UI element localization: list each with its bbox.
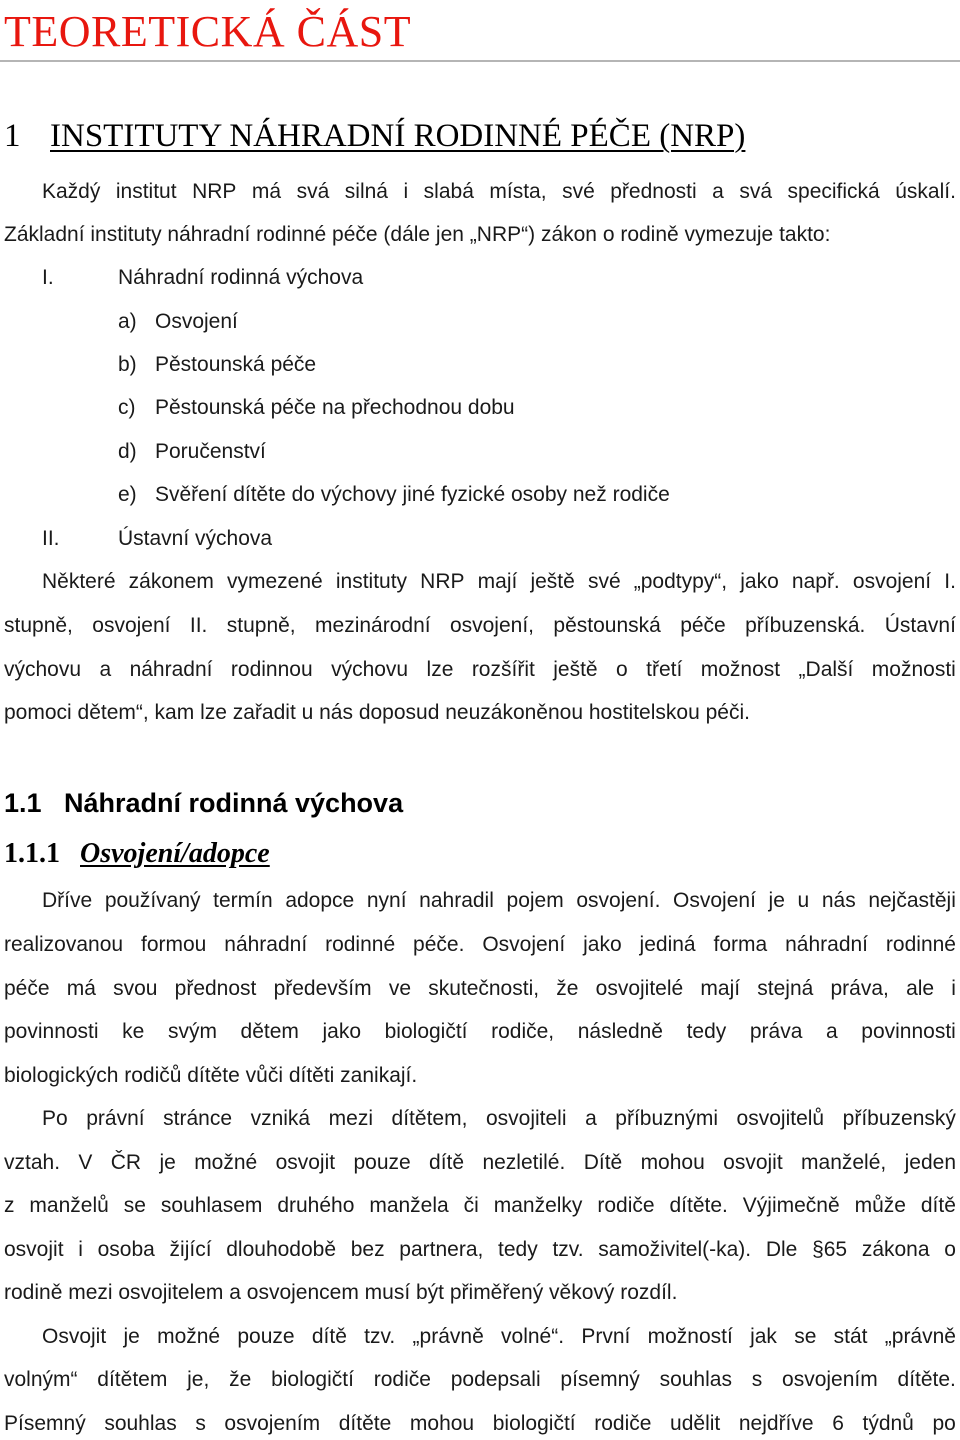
word: institut bbox=[115, 180, 177, 203]
word: mají bbox=[700, 977, 741, 1000]
word: rodiče bbox=[597, 1194, 655, 1217]
word: práva, bbox=[830, 977, 889, 1000]
word: i bbox=[403, 180, 409, 203]
word: tzv. bbox=[552, 1238, 584, 1261]
word: a bbox=[712, 180, 724, 203]
word: dětem bbox=[240, 1020, 299, 1043]
text-line bbox=[4, 611, 956, 641]
word: biologičtí bbox=[384, 1020, 468, 1043]
word: Písemný bbox=[4, 1412, 86, 1435]
word: realizovanou bbox=[4, 933, 124, 956]
word: nezletilé. bbox=[482, 1151, 566, 1174]
word: péče bbox=[680, 614, 726, 637]
word: vymezené bbox=[227, 570, 323, 593]
word: specifická bbox=[787, 180, 880, 203]
word: osvojit bbox=[4, 1238, 64, 1261]
word: nejdříve bbox=[738, 1412, 814, 1435]
list-marker: II. bbox=[42, 527, 60, 550]
word: svou bbox=[113, 977, 158, 1000]
text-line bbox=[42, 886, 956, 916]
text-line: pomoci dětem“, kam lze zařadit u nás doposud neuzákoněnou hostitelskou péči. bbox=[4, 701, 750, 724]
word: úskalí. bbox=[895, 180, 956, 203]
word: je, bbox=[187, 1368, 210, 1391]
word: termín bbox=[213, 889, 273, 912]
word: je bbox=[768, 889, 785, 912]
word: manžela bbox=[369, 1194, 449, 1217]
word: manželky bbox=[493, 1194, 583, 1217]
word: rodiče, bbox=[491, 1020, 555, 1043]
word: dítětem bbox=[97, 1368, 168, 1391]
word: možnost bbox=[700, 658, 781, 681]
text-line bbox=[4, 974, 956, 1004]
word: vzniká bbox=[250, 1107, 311, 1130]
word: tedy bbox=[498, 1238, 538, 1261]
list-label: Pěstounská péče na přechodnou dobu bbox=[155, 396, 515, 419]
word: První bbox=[581, 1325, 631, 1348]
word: Dítě bbox=[583, 1151, 623, 1174]
word: udělit bbox=[670, 1412, 721, 1435]
word: svým bbox=[167, 1020, 217, 1043]
word: Některé bbox=[42, 570, 116, 593]
word: 6 bbox=[832, 1412, 844, 1435]
word: stupně, bbox=[4, 614, 73, 637]
list-marker: d) bbox=[118, 440, 137, 463]
word: povinnosti bbox=[4, 1020, 99, 1043]
chapter-number: 1 bbox=[4, 118, 21, 154]
word: II. bbox=[189, 614, 208, 637]
word: práva bbox=[749, 1020, 803, 1043]
word: týdnů bbox=[862, 1412, 914, 1435]
word: dítě bbox=[920, 1194, 956, 1217]
word: možné bbox=[194, 1151, 258, 1174]
word: Dle bbox=[765, 1238, 798, 1261]
word: např. bbox=[791, 570, 840, 593]
word: i bbox=[951, 977, 956, 1000]
word: jediná bbox=[639, 933, 696, 956]
word: Ústavní bbox=[884, 614, 956, 637]
word: ještě bbox=[553, 658, 598, 681]
word: přednost bbox=[174, 977, 257, 1000]
word: je bbox=[159, 1151, 176, 1174]
word: možné bbox=[157, 1325, 221, 1348]
word: jako bbox=[322, 1020, 362, 1043]
word: se bbox=[123, 1194, 146, 1217]
word: s bbox=[751, 1368, 763, 1391]
word: mezi bbox=[328, 1107, 373, 1130]
chapter-title: INSTITUTY NÁHRADNÍ RODINNÉ PÉČE (NRP) bbox=[50, 118, 746, 154]
word: je bbox=[123, 1325, 140, 1348]
text-line bbox=[4, 1365, 956, 1395]
word: příbuznými bbox=[615, 1107, 718, 1130]
text-line: Základní instituty náhradní rodinné péče (dále jen „NRP“) zákon o rodině vymezuje takto: bbox=[4, 223, 831, 246]
word: náhradní bbox=[129, 658, 213, 681]
word: po bbox=[932, 1412, 956, 1435]
word: „právně bbox=[412, 1325, 484, 1348]
word: stát bbox=[833, 1325, 868, 1348]
word: vztah. bbox=[4, 1151, 61, 1174]
word: NRP bbox=[420, 570, 465, 593]
text-line bbox=[42, 177, 956, 207]
word: z bbox=[4, 1194, 15, 1217]
list-subitem bbox=[118, 480, 670, 510]
word: osvojitelé bbox=[595, 977, 684, 1000]
text-line bbox=[42, 1104, 956, 1134]
list-marker: a) bbox=[118, 310, 137, 333]
word: právní bbox=[86, 1107, 145, 1130]
word: souhlas bbox=[659, 1368, 732, 1391]
word: bez bbox=[350, 1238, 385, 1261]
word: nás bbox=[821, 889, 856, 912]
word: následně bbox=[577, 1020, 663, 1043]
text-line bbox=[42, 567, 956, 597]
word: rodinné bbox=[325, 933, 396, 956]
word: V bbox=[78, 1151, 93, 1174]
word: příbuzenský bbox=[842, 1107, 956, 1130]
word: nejčastěji bbox=[868, 889, 956, 912]
word: povinnosti bbox=[861, 1020, 956, 1043]
word: osvojit bbox=[275, 1151, 336, 1174]
word: o bbox=[944, 1238, 956, 1261]
text-line: biologických rodičů dítěte vůči dítěti zanikají. bbox=[4, 1064, 418, 1087]
word: osoba bbox=[97, 1238, 155, 1261]
word: dítětem, bbox=[391, 1107, 468, 1130]
word: má bbox=[66, 977, 96, 1000]
word: „podtypy“, bbox=[633, 570, 728, 593]
word: používaný bbox=[104, 889, 201, 912]
word: ve bbox=[388, 977, 411, 1000]
word: osvojením bbox=[224, 1412, 321, 1435]
word: jako bbox=[583, 933, 622, 956]
word: mohou bbox=[409, 1412, 475, 1435]
list-subitem bbox=[118, 437, 266, 467]
word: manželů bbox=[29, 1194, 109, 1217]
word: formou bbox=[141, 933, 207, 956]
word: pěstounská bbox=[553, 614, 661, 637]
word: ještě bbox=[530, 570, 575, 593]
word: jak bbox=[750, 1325, 777, 1348]
word: že bbox=[556, 977, 579, 1000]
word: „Další bbox=[798, 658, 854, 681]
word: biologičtí bbox=[492, 1412, 576, 1435]
word: dítě bbox=[429, 1151, 465, 1174]
word: dítěte. bbox=[897, 1368, 956, 1391]
word: rodinné bbox=[885, 933, 956, 956]
word: osvojením bbox=[782, 1368, 878, 1391]
text-line: rodině mezi osvojitelem a osvojencem musí být přiměřený věkový rozdíl. bbox=[4, 1281, 678, 1304]
word: partnera, bbox=[399, 1238, 484, 1261]
list-subitem bbox=[118, 393, 515, 423]
word: má bbox=[251, 180, 282, 203]
word: tedy bbox=[686, 1020, 727, 1043]
word: adopce bbox=[285, 889, 355, 912]
word: souhlas bbox=[104, 1412, 177, 1435]
part-title: TEORETICKÁ ČÁST bbox=[4, 7, 412, 56]
word: ČR bbox=[110, 1151, 142, 1174]
text-line bbox=[4, 930, 956, 960]
section-number: 1.1 bbox=[4, 788, 42, 818]
list-label: Svěření dítěte do výchovy jiné fyzické osoby než rodiče bbox=[155, 483, 670, 506]
word: své bbox=[587, 570, 621, 593]
word: a bbox=[99, 658, 112, 681]
word: přednosti bbox=[610, 180, 697, 203]
list-label: Osvojení bbox=[155, 310, 238, 333]
word: pojem bbox=[506, 889, 564, 912]
word: podepsali bbox=[450, 1368, 541, 1391]
word: Výjimečně bbox=[742, 1194, 840, 1217]
word: zákona bbox=[861, 1238, 930, 1261]
word: Osvojení bbox=[673, 889, 756, 912]
word: stupně, bbox=[226, 614, 296, 637]
word: u bbox=[797, 889, 810, 912]
word: rozšířit bbox=[471, 658, 535, 681]
word: osvojení. bbox=[576, 889, 661, 912]
list-marker: b) bbox=[118, 353, 137, 376]
word: možnosti bbox=[871, 658, 956, 681]
list-item-main bbox=[42, 524, 272, 554]
word: lze bbox=[426, 658, 454, 681]
word: Osvojení bbox=[482, 933, 566, 956]
word: a bbox=[585, 1107, 597, 1130]
word: „právně bbox=[884, 1325, 956, 1348]
text-line bbox=[4, 1409, 956, 1439]
word: či bbox=[463, 1194, 479, 1217]
word: mají bbox=[477, 570, 518, 593]
word: dítěte. bbox=[669, 1194, 728, 1217]
word: výchovu bbox=[331, 658, 409, 681]
list-marker: c) bbox=[118, 396, 136, 419]
list-subitem bbox=[118, 307, 238, 337]
word: §65 bbox=[812, 1238, 848, 1261]
word: nyní bbox=[366, 889, 407, 912]
word: osvojitelů bbox=[736, 1107, 825, 1130]
word: Po bbox=[42, 1107, 68, 1130]
word: péče bbox=[4, 977, 50, 1000]
subsection-heading bbox=[4, 836, 270, 872]
word: osvojení, bbox=[449, 614, 535, 637]
word: silná bbox=[344, 180, 388, 203]
word: s bbox=[195, 1412, 206, 1435]
word: své bbox=[562, 180, 595, 203]
chapter-heading bbox=[4, 116, 745, 156]
word: rodiče bbox=[594, 1412, 652, 1435]
word: Osvojit bbox=[42, 1325, 107, 1348]
word: náhradní bbox=[785, 933, 869, 956]
list-label: Ústavní výchova bbox=[118, 527, 273, 550]
word: slabá bbox=[423, 180, 474, 203]
word: o bbox=[616, 658, 628, 681]
word: biologičtí bbox=[271, 1368, 354, 1391]
word: osvojení bbox=[92, 614, 171, 637]
word: se bbox=[794, 1325, 817, 1348]
subsection-number: 1.1.1 bbox=[4, 838, 60, 869]
word: mezinárodní bbox=[315, 614, 431, 637]
title-divider bbox=[0, 60, 960, 62]
word: osvojení bbox=[852, 570, 932, 593]
word: možností bbox=[647, 1325, 733, 1348]
word: dítě bbox=[311, 1325, 347, 1348]
word: svá bbox=[739, 180, 773, 203]
word: forma bbox=[713, 933, 768, 956]
list-label: Náhradní rodinná výchova bbox=[118, 266, 364, 289]
word: volné“. bbox=[501, 1325, 565, 1348]
word: pouze bbox=[353, 1151, 411, 1174]
word: péče. bbox=[413, 933, 465, 956]
word: manželé, bbox=[801, 1151, 887, 1174]
text-line bbox=[4, 655, 956, 685]
word: písemný bbox=[560, 1368, 640, 1391]
word: tzv. bbox=[364, 1325, 396, 1348]
section-heading bbox=[4, 785, 403, 821]
list-item-main bbox=[42, 263, 363, 293]
list-label: Poručenství bbox=[155, 440, 266, 463]
word: I. bbox=[944, 570, 956, 593]
word: druhého bbox=[277, 1194, 355, 1217]
word: NRP bbox=[192, 180, 237, 203]
word: třetí bbox=[646, 658, 683, 681]
word: skutečnosti, bbox=[428, 977, 540, 1000]
text-line bbox=[42, 1322, 956, 1352]
word: osvojit bbox=[723, 1151, 783, 1174]
word: pouze bbox=[237, 1325, 295, 1348]
word: náhradní bbox=[224, 933, 308, 956]
word: především bbox=[273, 977, 372, 1000]
word: že bbox=[229, 1368, 252, 1391]
word: jeden bbox=[904, 1151, 956, 1174]
word: volným“ bbox=[4, 1368, 78, 1391]
word: i bbox=[78, 1238, 83, 1261]
word: souhlasem bbox=[160, 1194, 263, 1217]
word: nahradil bbox=[419, 889, 494, 912]
word: rodinnou bbox=[230, 658, 313, 681]
word: jako bbox=[740, 570, 779, 593]
word: výchovu bbox=[4, 658, 82, 681]
word: ale bbox=[906, 977, 935, 1000]
word: stránce bbox=[163, 1107, 233, 1130]
list-marker: e) bbox=[118, 483, 137, 506]
word: Každý bbox=[42, 180, 101, 203]
word: příbuzenská. bbox=[745, 614, 866, 637]
word: svá bbox=[296, 180, 330, 203]
word: zákonem bbox=[128, 570, 214, 593]
subsection-title: Osvojení/adopce bbox=[80, 838, 270, 869]
text-line bbox=[4, 1017, 956, 1047]
word: dlouhodobě bbox=[226, 1238, 337, 1261]
word: stejná bbox=[757, 977, 814, 1000]
word: ke bbox=[122, 1020, 145, 1043]
word: místa, bbox=[489, 180, 547, 203]
word: rodiče bbox=[373, 1368, 431, 1391]
section-title: Náhradní rodinná výchova bbox=[64, 788, 404, 818]
word: Dříve bbox=[42, 889, 93, 912]
word: a bbox=[826, 1020, 838, 1043]
word: osvojiteli bbox=[485, 1107, 567, 1130]
text-line bbox=[4, 1148, 956, 1178]
list-subitem bbox=[118, 350, 316, 380]
word: může bbox=[854, 1194, 906, 1217]
list-label: Pěstounská péče bbox=[155, 353, 317, 376]
text-line bbox=[4, 1235, 956, 1265]
list-marker: I. bbox=[42, 266, 54, 289]
word: instituty bbox=[335, 570, 408, 593]
word: samoživitel(-ka). bbox=[598, 1238, 752, 1261]
word: mohou bbox=[640, 1151, 705, 1174]
text-line bbox=[4, 1191, 956, 1221]
word: žijící bbox=[169, 1238, 212, 1261]
word: dítěte bbox=[338, 1412, 392, 1435]
